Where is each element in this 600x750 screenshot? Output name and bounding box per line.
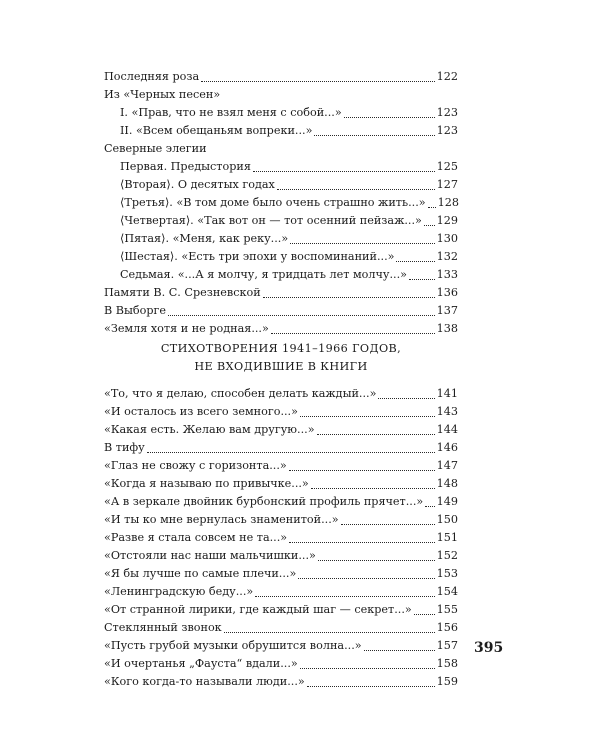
toc-entry-title: «Какая есть. Желаю вам другую...» <box>104 423 315 436</box>
toc-entry <box>104 68 458 86</box>
toc-entry-page: 146 <box>436 441 458 454</box>
toc-entry-title: Из «Черных песен» <box>104 88 221 101</box>
section-heading-line: НЕ ВХОДИВШИЕ В КНИГИ <box>194 360 368 373</box>
toc-entry-page: 153 <box>436 567 458 580</box>
leader-dots <box>289 470 435 471</box>
toc-entry <box>104 212 458 230</box>
toc-entry-title: II. «Всем обещаньям вопреки...» <box>120 124 313 137</box>
toc-group-heading <box>104 86 458 104</box>
leader-dots <box>168 315 435 316</box>
leader-dots <box>318 560 435 561</box>
leader-dots <box>271 333 435 334</box>
leader-dots <box>289 542 434 543</box>
toc-entry <box>104 439 458 457</box>
toc-entry <box>104 637 458 655</box>
leader-dots <box>311 488 435 489</box>
toc-entry-title: I. «Прав, что не взял меня с собой...» <box>120 106 342 119</box>
toc-entry-page: 132 <box>436 250 458 263</box>
toc-entry <box>104 104 458 122</box>
toc-entry-title: Северные элегии <box>104 142 207 155</box>
toc-entry-title: «От странной лирики, где каждый шаг — секрет...» <box>104 603 412 616</box>
toc-entry <box>104 529 458 547</box>
toc-entry <box>104 673 458 691</box>
toc-entry-title: «Земля хотя и не родная...» <box>104 322 269 335</box>
toc-entry <box>104 158 458 176</box>
toc-entry-page: 122 <box>436 70 458 83</box>
toc-entry-page: 157 <box>436 639 458 652</box>
toc-entry <box>104 583 458 601</box>
toc-entry <box>104 547 458 565</box>
toc-entry <box>104 655 458 673</box>
toc-entry-title: Седьмая. «...А я молчу, я тридцать лет молчу...» <box>120 268 408 281</box>
toc-group-heading <box>104 140 458 158</box>
toc-entry-title: «Разве я стала совсем не та...» <box>104 531 288 544</box>
toc-entry-page: 128 <box>437 196 459 209</box>
toc-entry-title: «И очертанья „Фауста“ вдали...» <box>104 657 298 670</box>
leader-dots <box>298 578 434 579</box>
toc-entry-title: «Я бы лучше по самые плечи...» <box>104 567 297 580</box>
toc-entry <box>104 403 458 421</box>
toc-entry-page: 123 <box>436 106 458 119</box>
leader-dots <box>424 225 435 226</box>
leader-dots <box>224 632 435 633</box>
toc-entry-title: Стеклянный звонок <box>104 621 222 634</box>
leader-dots <box>409 279 435 280</box>
toc-entry <box>104 511 458 529</box>
toc-entry <box>104 493 458 511</box>
toc-entry-title: ⟨Третья⟩. «В том доме было очень страшно жить...» <box>120 196 426 209</box>
leader-dots <box>341 524 435 525</box>
toc-entry-page: 130 <box>436 232 458 245</box>
toc-entry-title: «Кого когда-то называли люди...» <box>104 675 305 688</box>
toc-list-bottom <box>104 385 458 691</box>
toc-entry-title: В Выборге <box>104 304 167 317</box>
toc-entry-title: Первая. Предыстория <box>120 160 251 173</box>
toc-entry-title: «То, что я делаю, способен делать каждый...» <box>104 387 377 400</box>
toc-entry-page: 152 <box>436 549 458 562</box>
leader-dots <box>307 686 435 687</box>
leader-dots <box>314 135 434 136</box>
toc-entry <box>104 475 458 493</box>
toc-entry-page: 148 <box>436 477 458 490</box>
toc-entry-title: ⟨Шестая⟩. «Есть три эпохи у воспоминаний...» <box>120 250 395 263</box>
toc-entry-title: Памяти В. С. Срезневской <box>104 286 261 299</box>
leader-dots <box>344 117 435 118</box>
leader-dots <box>300 416 435 417</box>
toc-entry <box>104 176 458 194</box>
leader-dots <box>317 434 435 435</box>
toc-entry-page: 149 <box>436 495 458 508</box>
section-heading-line: СТИХОТВОРЕНИЯ 1941–1966 ГОДОВ, <box>160 342 402 355</box>
leader-dots <box>277 189 435 190</box>
leader-dots <box>300 668 435 669</box>
toc-entry-page: 125 <box>436 160 458 173</box>
toc-entry-page: 158 <box>436 657 458 670</box>
leader-dots <box>201 81 434 82</box>
toc-entry-title: ⟨Пятая⟩. «Меня, как реку...» <box>120 232 289 245</box>
toc-entry-title: «Когда я называю по привычке...» <box>104 477 309 490</box>
page-number: 395 <box>474 640 504 656</box>
toc-entry-page: 150 <box>436 513 458 526</box>
toc-entry-page: 144 <box>436 423 458 436</box>
toc-entry-title: ⟨Вторая⟩. О десятых годах <box>120 178 275 191</box>
toc-entry-page: 136 <box>436 286 458 299</box>
toc-list-top <box>104 68 458 338</box>
toc-entry-page: 137 <box>436 304 458 317</box>
toc-entry-page: 154 <box>436 585 458 598</box>
toc-entry-title: «И ты ко мне вернулась знаменитой...» <box>104 513 339 526</box>
toc-entry-page: 147 <box>436 459 458 472</box>
toc-entry-title: «Глаз не свожу с горизонта...» <box>104 459 287 472</box>
toc-entry <box>104 565 458 583</box>
leader-dots <box>428 207 436 208</box>
toc-entry <box>104 320 458 338</box>
toc-entry-title: «И осталось из всего земного...» <box>104 405 298 418</box>
toc-entry-title: ⟨Четвертая⟩. «Так вот он — тот осенний пейзаж...» <box>120 214 422 227</box>
toc-entry <box>104 619 458 637</box>
toc-entry-page: 123 <box>436 124 458 137</box>
toc-entry <box>104 385 458 403</box>
toc-entry-title: «А в зеркале двойник бурбонский профиль прячет...» <box>104 495 424 508</box>
leader-dots <box>147 452 435 453</box>
leader-dots <box>364 650 435 651</box>
toc-entry-title: В тифу <box>104 441 145 454</box>
leader-dots <box>396 261 434 262</box>
toc-entry-page: 133 <box>436 268 458 281</box>
toc-entry <box>104 248 458 266</box>
toc-entry-page: 156 <box>436 621 458 634</box>
toc-entry <box>104 457 458 475</box>
toc-entry <box>104 230 458 248</box>
leader-dots <box>378 398 434 399</box>
toc-entry-title: «Отстояли нас наши мальчишки...» <box>104 549 316 562</box>
toc-entry <box>104 601 458 619</box>
leader-dots <box>255 596 434 597</box>
toc-entry-page: 127 <box>436 178 458 191</box>
leader-dots <box>425 506 434 507</box>
leader-dots <box>253 171 435 172</box>
toc-entry-title: «Ленинградскую беду...» <box>104 585 254 598</box>
leader-dots <box>414 614 435 615</box>
toc-entry-page: 151 <box>436 531 458 544</box>
toc-entry-title: Последняя роза <box>104 70 200 83</box>
toc-entry <box>104 266 458 284</box>
toc-entry <box>104 421 458 439</box>
toc-entry <box>104 122 458 140</box>
leader-dots <box>263 297 435 298</box>
section-heading <box>104 340 458 376</box>
toc-entry-page: 129 <box>436 214 458 227</box>
toc-entry <box>104 194 458 212</box>
toc-entry-page: 159 <box>436 675 458 688</box>
toc-entry-title: «Пусть грубой музыки обрушится волна...» <box>104 639 362 652</box>
toc-entry <box>104 284 458 302</box>
leader-dots <box>290 243 434 244</box>
toc-entry-page: 138 <box>436 322 458 335</box>
toc-entry-page: 143 <box>436 405 458 418</box>
toc-entry-page: 155 <box>436 603 458 616</box>
toc-entry <box>104 302 458 320</box>
toc-entry-page: 141 <box>436 387 458 400</box>
